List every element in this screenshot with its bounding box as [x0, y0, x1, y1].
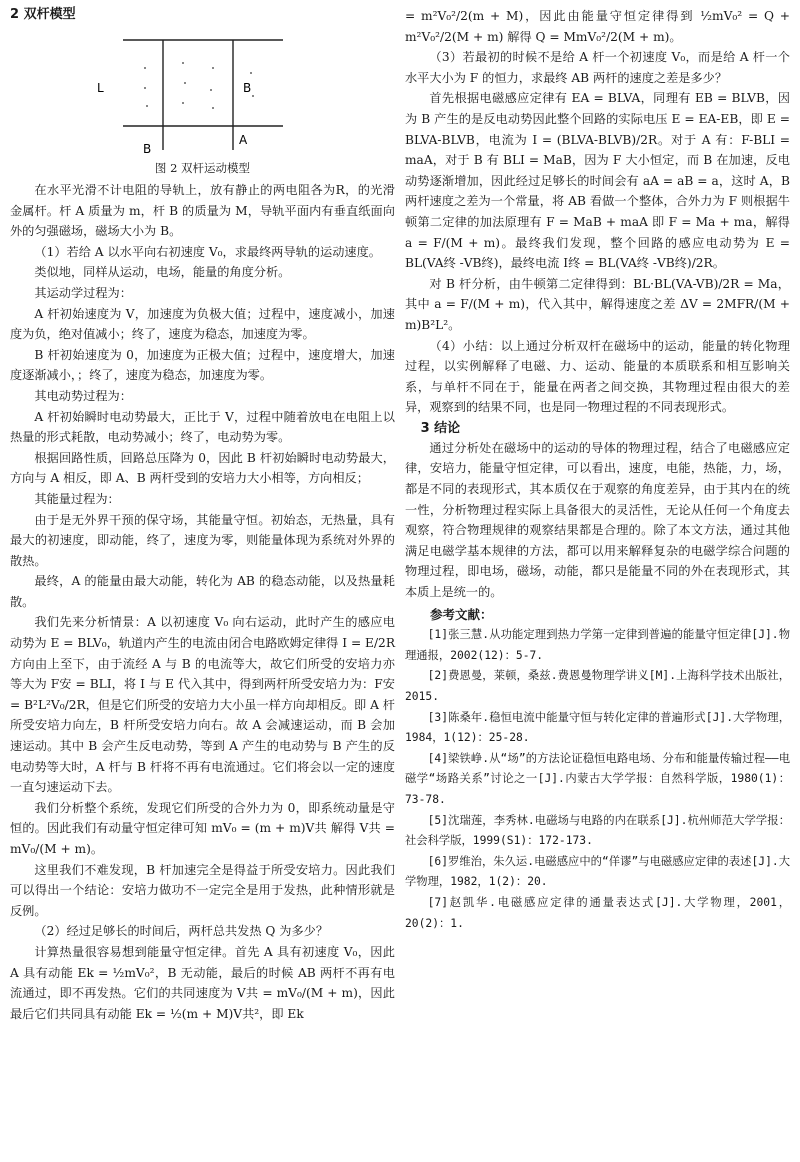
label-rod-B: B [142, 142, 151, 156]
paragraph: A 杆初始瞬时电动势最大，正比于 V，过程中随着放电在电阻上以热量的形式耗散，电动势减小；终了，电动势为零。 [10, 409, 395, 445]
figure-caption: 图 2 双杆运动模型 [154, 161, 251, 175]
reference-item: [2]费恩曼，莱顿，桑兹.费恩曼物理学讲义[M].上海科学技术出版社，2015. [405, 669, 790, 703]
paragraph: = m²V₀²/2(m + M)，因此由能量守恒定律得到 ½mV₀² = Q + m²V₀²/2(M + m) 解得 Q = MmV₀²/2(M + m)。 [405, 9, 790, 44]
paragraph: 在水平光滑不计电阻的导轨上，放有静止的两电阻各为R，的光滑金属杆。杆 A 质量为 m，杆 B 的质量为 M，导轨平面内有垂直纸面向外的匀强磁场，磁场大小为 B。 [10, 183, 395, 239]
paragraph: 其运动学过程为： [34, 285, 132, 300]
reference-item: [5]沈瑞莲，李秀林.电磁场与电路的内在联系[J].杭州师范大学学报：社会科学版，1999(S1)：172-173. [405, 813, 790, 848]
paragraph: （4）小结：以上通过分析双杆在磁场中的运动，能量的转化物理过程，以实例解释了电磁、力、运动、能量的本质联系和相互影响关系，与单杆不同在于，能量在两者之间交换，其物理过程由很大的差异，观察到的结果不同，也是同一物理过程的不同表现形式。 [405, 338, 790, 415]
reference-item: [1]张三慧.从功能定理到热力学第一定律到普遍的能量守恒定律[J].物理通报，2002(12)：5-7. [405, 628, 790, 662]
reference-item: [4]梁铁峥.从“场”的方法论证稳恒电路电场、分布和能量传输过程——电磁学“场路关系”讨论之一[J].内蒙古大学学报：自然科学版，1980(1)：73-78. [405, 751, 790, 806]
reference-item: [7]赵凯华.电磁感应定律的通量表达式[J].大学物理，2001，20(2)：1. [405, 895, 790, 930]
section-title-dual-rod: 2 双杆模型 [10, 7, 76, 22]
paragraph: （2）经过足够长的时间后，两杆总共发热 Q 为多少？ [34, 924, 329, 939]
label-L: L [96, 81, 104, 95]
paragraph: 其电动势过程为： [34, 388, 132, 403]
paragraph: 首先根据电磁感应定律有 EA = BLVA，同理有 EB = BLVB，因为 B 产生的是反电动势因此整个回路的实际电压 E = EA-EB，即 E = BLVA-BLVB，电流为 I = (BLVA-BLVB)/2R。对于 A 有：F-BLI = maA，对于 B 有 BLI = MaB，因为 F 大小恒定，而 B 在加速，反电动势逐渐增加，因此经过足够长的时间会有 aA = aB = a，这时 A，B 两杆速度之差为一个常量，将 AB 看做一个整体，合外力为 F 则根据牛顿第二定律的加法原理有 F = MaB + maA 即 F = Ma + ma，解得 a = F/(M + m)。最终我们发现，整个回路的感应电动势为 E = BL(VA终 -VB终)，最终电流 I终 = BL(VA终 -VB终)/2R。 [405, 91, 790, 271]
left-body [10, 180, 395, 1024]
paragraph: 这里我们不难发现，B 杆加速完全是得益于所受安培力。因此我们可以得出一个结论：安培力做功不一定完全是用于发热，此种情形就是反例。 [10, 862, 395, 918]
label-rod-A: A [238, 133, 247, 147]
label-B-field: B [242, 81, 251, 95]
paragraph: 最终，A 的能量由最大动能，转化为 AB 的稳态动能，以及热量耗散。 [10, 574, 395, 609]
reference-item: [6]罗维治，朱久运.电磁感应中的“佯谬”与电磁感应定律的表述[J].大学物理，1982，1(2)：20. [405, 854, 790, 889]
reference-item: [3]陈桑年.稳恒电流中能量守恒与转化定律的普遍形式[J].大学物理，1984，1(12)：25-28. [405, 710, 790, 745]
conclusion-paragraph: 通过分析处在磁场中的运动的导体的物理过程，结合了电磁感应定律，安培力，能量守恒定律，可以看出，速度，电能，热能，力，场，都是不同的表现形式，其本质仅在于观察的角度差异，由于其内在的统一性，分析物理过程实际上具备很大的灵活性，无论从任何一个角度去观察，符合物理规律的观察结果都是合理的。除了本文方法，通过其他满足电磁学基本规律的方法，都可以用来解释复杂的电磁学综合问题的物理过程，即电场，磁场，动能，都只是能量不同的外在表现形式，其本质上是统一的。 [405, 440, 790, 600]
paragraph: （3）若最初的时候不是给 A 杆一个初速度 V₀，而是给 A 杆一个水平大小为 F 的恒力，求最终 AB 两杆的速度之差是多少？ [405, 50, 790, 85]
paragraph: 我们先来分析情景：A 以初速度 V₀ 向右运动，此时产生的感应电动势为 E = BLV₀，轨道内产生的电流由闭合电路欧姆定律得 I = E/2R 方向由上至下，由于流经 A 与 B 的电流等大，故它们所受的安培力亦等大为 F安 = BLI，将 I 与 E 代入其中，得到两杆所受安培力为：F安 = B²L²V₀/2R，但是它们所受的安培力大小虽一样方向却相反。即 A 杆所受安培力向左，B 杆所受安培力向右。故 A 会减速运动，而 B 会加速运动。其中 B 会产生反电动势，等到 A 产生的电动势与 B 产生的反电动势等大时，A 杆与 B 杆将不再有电流通过。它们将会以一定的速度一直匀速运动下去。 [10, 615, 395, 795]
paragraph: 计算热量很容易想到能量守恒定律。首先 A 具有初速度 V₀，因此 A 具有动能 Ek = ½mV₀²，B 无动能，最后的时候 AB 两杆不再有电流通过，即不再发热。它们的共同速度为 V共 = mV₀/(M + m)，因此最后它们共同具有动能 Ek = ½(m + M)V共²，即 Ek [10, 944, 395, 1021]
paragraph: 由于是无外界干预的保守场，其能量守恒。初始态，无热量，具有最大的初速度，即动能，终了，速度为零，则能量体现为系统对外界的散热。 [10, 512, 395, 568]
paragraph: B 杆初始速度为 0，加速度为正极大值；过程中，速度增大，加速度逐渐减小，；终了，速度为稳态，加速度为零。 [10, 347, 395, 383]
paragraph: 对 B 杆分析，由牛顿第二定律得到：BL·BL(VA-VB)/2R = Ma，其中 a = F/(M + m)，代入其中，解得速度之差 ΔV = 2MFR/(M + m)B²L²。 [405, 276, 790, 332]
paragraph: （1）若给 A 以水平向右初速度 V₀，求最终两导轨的运动速度。 [34, 244, 381, 259]
paragraph: 类似地，同样从运动，电场，能量的角度分析。 [34, 265, 291, 280]
left-column [10, 6, 395, 1024]
dual-rod-diagram [93, 28, 313, 158]
figure-dual-rod [10, 28, 395, 176]
paragraph: 我们分析整个系统，发现它们所受的合外力为 0，即系统动量是守恒的。因此我们有动量守恒定律可知 mV₀ = (m + m)V共 解得 V共 = mV₀/(M + m)。 [10, 800, 395, 856]
section-title-conclusion: 3 结论 [420, 420, 461, 436]
paragraph: 根据回路性质，回路总压降为 0，因此 B 杆初始瞬时电动势最大，方向与 A 相反，即 A、B 两杆受到的安培力大小相等，方向相反； [10, 450, 395, 486]
right-column [405, 6, 790, 934]
paragraph: A 杆初始速度为 V，加速度为负极大值；过程中，速度减小，加速度为负，绝对值减小；终了，速度为稳态，加速度为零。 [10, 306, 395, 342]
references-title: 参考文献： [430, 606, 493, 622]
paragraph: 其能量过程为： [34, 491, 120, 506]
